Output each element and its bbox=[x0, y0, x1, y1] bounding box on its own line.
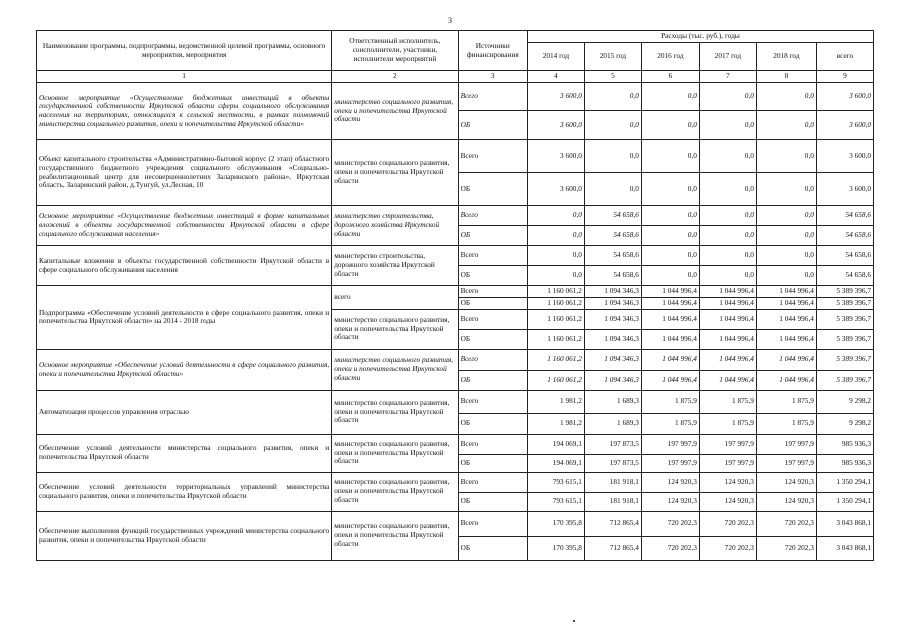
expense-value: 0,0 bbox=[584, 83, 641, 111]
activity-name: Обеспечение условий деятельности территориальных управлений министерства социального развития, опеки и попечительства Иркутской области bbox=[37, 472, 332, 511]
table-row bbox=[37, 349, 874, 370]
funding-source: Всего bbox=[458, 206, 527, 226]
expense-value: 1 044 996,4 bbox=[641, 286, 699, 298]
executor-name: министерство социального развития, опеки и попечительства Иркутской области bbox=[332, 140, 458, 206]
expense-value: 1 044 996,4 bbox=[699, 309, 756, 329]
expense-value: 170 395,8 bbox=[527, 536, 584, 560]
funding-source: Всего bbox=[458, 390, 527, 413]
header-year: 2018 год bbox=[756, 43, 816, 71]
activity-name: Обеспечение выполнения функций государственных учреждений министерства социального развития, опеки и попечительства Иркутской области bbox=[37, 511, 332, 560]
expense-value: 1 044 996,4 bbox=[699, 349, 756, 370]
expense-value: 0,0 bbox=[699, 173, 756, 206]
expense-value: 0,0 bbox=[699, 83, 756, 111]
funding-source: Всего bbox=[458, 140, 527, 173]
executor-name: министерство социального развития, опеки и попечительства Иркутской области bbox=[332, 390, 458, 434]
activity-name: Основное мероприятие «Обеспечение условий деятельности в сфере социального развития, опеки и попечительства Иркутской области» bbox=[37, 349, 332, 390]
expense-value: 54 658,6 bbox=[816, 226, 873, 246]
expense-value: 197 997,9 bbox=[756, 434, 816, 454]
column-number: 8 bbox=[756, 71, 816, 83]
funding-source: ОБ bbox=[458, 370, 527, 390]
header-year: 2014 год bbox=[527, 43, 584, 71]
expense-value: 1 160 061,2 bbox=[527, 349, 584, 370]
expense-value: 1 094 346,3 bbox=[584, 309, 641, 329]
expense-value: 1 044 996,4 bbox=[641, 297, 699, 309]
expense-value: 1 044 996,4 bbox=[699, 370, 756, 390]
expense-value: 3 600,0 bbox=[527, 140, 584, 173]
funding-source: ОБ bbox=[458, 266, 527, 286]
expense-value: 793 615,1 bbox=[527, 492, 584, 511]
expense-value: 712 865,4 bbox=[584, 511, 641, 536]
funding-source: ОБ bbox=[458, 413, 527, 434]
expense-value: 1 350 294,1 bbox=[816, 492, 873, 511]
expense-value: 0,0 bbox=[699, 206, 756, 226]
expense-value: 197 997,9 bbox=[641, 434, 699, 454]
expense-value: 720 202,3 bbox=[699, 511, 756, 536]
expense-value: 5 389 396,7 bbox=[816, 297, 873, 309]
expense-value: 54 658,6 bbox=[584, 246, 641, 266]
expense-value: 0,0 bbox=[756, 83, 816, 111]
expense-value: 0,0 bbox=[584, 173, 641, 206]
funding-source: Всего bbox=[458, 511, 527, 536]
expense-value: 0,0 bbox=[641, 140, 699, 173]
expense-value: 1 981,2 bbox=[527, 390, 584, 413]
expense-value: 1 094 346,3 bbox=[584, 329, 641, 349]
expense-value: 3 043 868,1 bbox=[816, 536, 873, 560]
activity-name: Основное мероприятие «Осуществление бюджетных инвестиций в форме капитальных вложений в объекты государственной собственности Иркутской области в сфере социального обслуживания населения» bbox=[37, 206, 332, 246]
expense-value: 54 658,6 bbox=[816, 266, 873, 286]
expense-value: 0,0 bbox=[756, 226, 816, 246]
expense-value: 1 094 346,3 bbox=[584, 349, 641, 370]
expense-value: 1 044 996,4 bbox=[641, 309, 699, 329]
column-number: 9 bbox=[816, 71, 873, 83]
scan-speck bbox=[573, 620, 575, 622]
expense-value: 1 160 061,2 bbox=[527, 286, 584, 298]
expense-value: 9 298,2 bbox=[816, 413, 873, 434]
expense-value: 0,0 bbox=[756, 173, 816, 206]
funding-source: Всего bbox=[458, 286, 527, 298]
expense-value: 0,0 bbox=[641, 83, 699, 111]
expense-value: 0,0 bbox=[756, 246, 816, 266]
expense-value: 1 094 346,3 bbox=[584, 286, 641, 298]
table-row bbox=[37, 511, 874, 536]
expense-value: 0,0 bbox=[527, 206, 584, 226]
header-year: 2017 год bbox=[699, 43, 756, 71]
expense-value: 124 920,3 bbox=[699, 492, 756, 511]
expense-value: 9 298,2 bbox=[816, 390, 873, 413]
table-row bbox=[37, 286, 874, 298]
expense-value: 54 658,6 bbox=[816, 246, 873, 266]
expense-value: 0,0 bbox=[699, 266, 756, 286]
expense-value: 0,0 bbox=[756, 140, 816, 173]
executor-name: министерство социального развития, опеки и попечительства Иркутской области bbox=[332, 472, 458, 511]
header-expenses: Расходы (тыс. руб.), годы bbox=[527, 31, 873, 43]
header-year: 2015 год bbox=[584, 43, 641, 71]
funding-source: ОБ bbox=[458, 297, 527, 309]
expense-value: 124 920,3 bbox=[756, 472, 816, 492]
expense-value: 5 389 396,7 bbox=[816, 329, 873, 349]
column-number: 7 bbox=[699, 71, 756, 83]
executor-name: всего bbox=[332, 286, 458, 310]
expense-value: 1 981,2 bbox=[527, 413, 584, 434]
expense-value: 194 069,1 bbox=[527, 454, 584, 472]
expense-value: 0,0 bbox=[641, 206, 699, 226]
expense-value: 720 202,3 bbox=[699, 536, 756, 560]
executor-name: министерство социального развития, опеки и попечительства Иркутской области bbox=[332, 434, 458, 472]
expense-value: 0,0 bbox=[641, 111, 699, 140]
subprogram-name: Подпрограмма «Обеспечение условий деятельности в сфере социального развития, опеки и попечительства Иркутской области» на 2014 - 2018 годы bbox=[37, 286, 332, 350]
expense-value: 1 044 996,4 bbox=[756, 286, 816, 298]
expense-value: 197 873,5 bbox=[584, 454, 641, 472]
expense-value: 3 600,0 bbox=[816, 111, 873, 140]
expense-value: 3 600,0 bbox=[816, 83, 873, 111]
expense-value: 54 658,6 bbox=[816, 206, 873, 226]
funding-source: ОБ bbox=[458, 329, 527, 349]
executor-name: министерство социального развития, опеки и попечительства Иркутской области bbox=[332, 309, 458, 349]
table-row bbox=[37, 434, 874, 454]
table-row bbox=[37, 140, 874, 173]
expense-value: 1 044 996,4 bbox=[756, 297, 816, 309]
expense-value: 1 044 996,4 bbox=[641, 349, 699, 370]
expense-value: 1 044 996,4 bbox=[756, 329, 816, 349]
expense-value: 170 395,8 bbox=[527, 511, 584, 536]
funding-source: ОБ bbox=[458, 173, 527, 206]
expense-value: 1 044 996,4 bbox=[641, 370, 699, 390]
expense-value: 0,0 bbox=[641, 173, 699, 206]
expense-value: 0,0 bbox=[756, 111, 816, 140]
expense-value: 0,0 bbox=[584, 140, 641, 173]
funding-source: ОБ bbox=[458, 111, 527, 140]
expense-value: 181 918,1 bbox=[584, 492, 641, 511]
expense-value: 0,0 bbox=[641, 266, 699, 286]
expense-value: 3 600,0 bbox=[816, 173, 873, 206]
expense-value: 197 997,9 bbox=[699, 454, 756, 472]
expense-value: 54 658,6 bbox=[584, 266, 641, 286]
table-row bbox=[37, 390, 874, 413]
expense-value: 0,0 bbox=[756, 266, 816, 286]
expense-value: 720 202,3 bbox=[641, 511, 699, 536]
expense-value: 5 389 396,7 bbox=[816, 309, 873, 329]
expense-value: 1 875,9 bbox=[699, 413, 756, 434]
expense-value: 5 389 396,7 bbox=[816, 349, 873, 370]
expense-value: 197 997,9 bbox=[756, 454, 816, 472]
budget-table bbox=[36, 30, 874, 561]
expense-value: 793 615,1 bbox=[527, 472, 584, 492]
expense-value: 3 600,0 bbox=[527, 173, 584, 206]
expense-value: 197 997,9 bbox=[699, 434, 756, 454]
expense-value: 1 875,9 bbox=[699, 390, 756, 413]
expense-value: 5 389 396,7 bbox=[816, 370, 873, 390]
column-number: 4 bbox=[527, 71, 584, 83]
header-total: всего bbox=[816, 43, 873, 71]
activity-name: Автоматизация процессов управления отраслью bbox=[37, 390, 332, 434]
expense-value: 1 875,9 bbox=[641, 390, 699, 413]
table-row bbox=[37, 472, 874, 492]
expense-value: 0,0 bbox=[699, 226, 756, 246]
expense-value: 720 202,3 bbox=[641, 536, 699, 560]
funding-source: ОБ bbox=[458, 536, 527, 560]
expense-value: 3 600,0 bbox=[527, 83, 584, 111]
funding-source: Всего bbox=[458, 434, 527, 454]
funding-source: Всего bbox=[458, 472, 527, 492]
expense-value: 1 044 996,4 bbox=[756, 309, 816, 329]
column-number: 2 bbox=[332, 71, 458, 83]
executor-name: министерство строительства, дорожного хозяйства Иркутской области bbox=[332, 246, 458, 286]
expense-value: 0,0 bbox=[527, 266, 584, 286]
expense-value: 0,0 bbox=[527, 246, 584, 266]
header-source: Источники финансирования bbox=[458, 31, 527, 71]
expense-value: 1 160 061,2 bbox=[527, 329, 584, 349]
funding-source: ОБ bbox=[458, 226, 527, 246]
table-row bbox=[37, 206, 874, 226]
expense-value: 0,0 bbox=[699, 111, 756, 140]
expense-value: 1 044 996,4 bbox=[756, 349, 816, 370]
activity-name: Обеспечение условий деятельности министерства социального развития, опеки и попечительства Иркутской области bbox=[37, 434, 332, 472]
activity-name: Объект капитального строительства «Административно-бытовой корпус (2 этап) областного государственного бюджетного учреждения социального обслуживания «Социально-реабилитационный центр для несовершеннолетних Заларинского района», Иркутская область, Заларинский район, д.Тунгуй, ул.Лесная, 10 bbox=[37, 140, 332, 206]
expense-value: 1 044 996,4 bbox=[641, 329, 699, 349]
activity-name: Капитальные вложения в объекты государственной собственности Иркутской области в сфере социального обслуживания населения bbox=[37, 246, 332, 286]
executor-name: министерство социального развития, опеки и попечительства Иркутской области bbox=[332, 349, 458, 390]
expense-value: 720 202,3 bbox=[756, 511, 816, 536]
expense-value: 1 094 346,3 bbox=[584, 370, 641, 390]
expense-value: 0,0 bbox=[756, 206, 816, 226]
funding-source: Всего bbox=[458, 83, 527, 111]
funding-source: Всего bbox=[458, 309, 527, 329]
expense-value: 0,0 bbox=[641, 226, 699, 246]
expense-value: 1 044 996,4 bbox=[756, 370, 816, 390]
page-number: 3 bbox=[448, 16, 452, 25]
expense-value: 1 044 996,4 bbox=[699, 297, 756, 309]
expense-value: 181 918,1 bbox=[584, 472, 641, 492]
expense-value: 0,0 bbox=[584, 111, 641, 140]
funding-source: ОБ bbox=[458, 492, 527, 511]
expense-value: 1 689,3 bbox=[584, 413, 641, 434]
executor-name: министерство строительства, дорожного хозяйства Иркутской области bbox=[332, 206, 458, 246]
expense-value: 0,0 bbox=[699, 246, 756, 266]
executor-name: министерство социального развития, опеки и попечительства Иркутской области bbox=[332, 83, 458, 140]
header-year: 2016 год bbox=[641, 43, 699, 71]
expense-value: 712 865,4 bbox=[584, 536, 641, 560]
expense-value: 5 389 396,7 bbox=[816, 286, 873, 298]
funding-source: ОБ bbox=[458, 454, 527, 472]
expense-value: 124 920,3 bbox=[641, 472, 699, 492]
expense-value: 985 936,3 bbox=[816, 434, 873, 454]
column-number: 5 bbox=[584, 71, 641, 83]
activity-name: Основное мероприятие «Осуществление бюджетных инвестиций в объекты государственной собственности Иркутской области сферы социального обслуживания населения на территориях, относящихся к сельской местности, в рамках полномочий министерства социального развития, опеки и попечительства Иркутской области» bbox=[37, 83, 332, 140]
column-number: 3 bbox=[458, 71, 527, 83]
expense-value: 54 658,6 bbox=[584, 226, 641, 246]
expense-value: 194 069,1 bbox=[527, 434, 584, 454]
expense-value: 124 920,3 bbox=[756, 492, 816, 511]
expense-value: 1 044 996,4 bbox=[699, 329, 756, 349]
expense-value: 1 160 061,2 bbox=[527, 297, 584, 309]
expense-value: 124 920,3 bbox=[699, 472, 756, 492]
expense-value: 197 873,5 bbox=[584, 434, 641, 454]
table-row bbox=[37, 246, 874, 266]
expense-value: 1 160 061,2 bbox=[527, 309, 584, 329]
expense-value: 3 043 868,1 bbox=[816, 511, 873, 536]
expense-value: 1 875,9 bbox=[756, 390, 816, 413]
expense-value: 3 600,0 bbox=[527, 111, 584, 140]
expense-value: 54 658,6 bbox=[584, 206, 641, 226]
expense-value: 720 202,3 bbox=[756, 536, 816, 560]
expense-value: 197 997,9 bbox=[641, 454, 699, 472]
expense-value: 0,0 bbox=[641, 246, 699, 266]
executor-name: министерство социального развития, опеки и попечительства Иркутской области bbox=[332, 511, 458, 560]
expense-value: 1 350 294,1 bbox=[816, 472, 873, 492]
expense-value: 3 600,0 bbox=[816, 140, 873, 173]
expense-value: 124 920,3 bbox=[641, 492, 699, 511]
column-number: 6 bbox=[641, 71, 699, 83]
expense-value: 1 875,9 bbox=[641, 413, 699, 434]
expense-value: 1 689,3 bbox=[584, 390, 641, 413]
expense-value: 1 160 061,2 bbox=[527, 370, 584, 390]
expense-value: 0,0 bbox=[527, 226, 584, 246]
header-name: Наименование программы, подпрограммы, ведомственной целевой программы, основного мероприятия, мероприятия bbox=[37, 31, 332, 71]
expense-value: 985 936,3 bbox=[816, 454, 873, 472]
funding-source: Всего bbox=[458, 349, 527, 370]
header-executor: Ответственный исполнитель, соисполнители, участники, исполнители мероприятий bbox=[332, 31, 458, 71]
column-number: 1 bbox=[37, 71, 332, 83]
expense-value: 1 044 996,4 bbox=[699, 286, 756, 298]
funding-source: Всего bbox=[458, 246, 527, 266]
expense-value: 1 875,9 bbox=[756, 413, 816, 434]
expense-value: 1 094 346,3 bbox=[584, 297, 641, 309]
table-row bbox=[37, 83, 874, 111]
table-body bbox=[37, 83, 874, 561]
expense-value: 0,0 bbox=[699, 140, 756, 173]
